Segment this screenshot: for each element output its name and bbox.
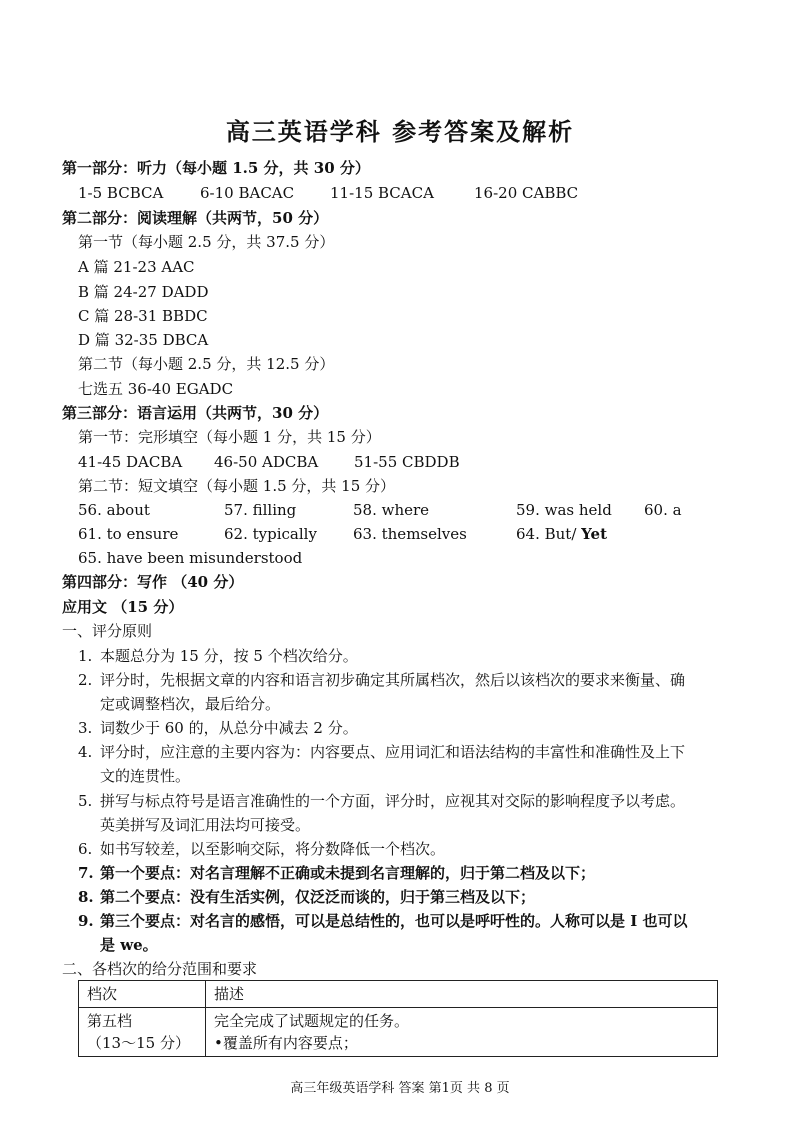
passage-a-answers: A 篇 21-23 AAC <box>78 258 195 276</box>
table-header-description: 描述 <box>206 981 718 1008</box>
rule-3 <box>78 717 358 739</box>
level-name: 第五档 <box>87 1012 133 1030</box>
part2-heading: 第二部分：阅读理解（共两节，50 分） <box>62 209 329 227</box>
part2-section2-heading: 第二节（每小题 2.5 分，共 12.5 分） <box>78 355 335 373</box>
page-title: 高三英语学科 参考答案及解析 <box>225 117 575 146</box>
rule-1 <box>78 645 358 667</box>
level-description-line-2: •覆盖所有内容要点； <box>214 1034 358 1052</box>
principles-heading: 一、评分原则 <box>62 622 153 640</box>
rule-text: 如书写较差，以至影响交际，将分数降低一个档次。 <box>100 840 446 858</box>
listening-answer-2: 6-10 BACAC <box>200 184 295 202</box>
listening-answer-3: 11-15 BCACA <box>330 184 434 202</box>
rule-7 <box>78 862 595 884</box>
rule-2 <box>78 669 685 691</box>
rule-text: 评分时，先根据文章的内容和语言初步确定其所属档次，然后以该档次的要求来衡量、确 <box>100 671 686 689</box>
table-cell-level <box>79 1008 206 1057</box>
fill-answer-64-main: 64. But/ <box>516 525 582 543</box>
part2-section1-heading: 第一节（每小题 2.5 分，共 37.5 分） <box>78 233 335 251</box>
fill-answer-62: 62. typically <box>224 525 317 543</box>
part3-heading: 第三部分：语言运用（共两节，30 分） <box>62 404 329 422</box>
table-header-level: 档次 <box>79 981 206 1008</box>
fill-answer-58: 58. where <box>353 501 430 519</box>
listening-answer-4: 16-20 CABBC <box>474 184 579 202</box>
rule-number: 8. <box>78 888 94 906</box>
fill-in-row-1 <box>78 499 778 521</box>
rule-text: 第一个要点：对名言理解不正确或未提到名言理解的，归于第二档及以下； <box>100 864 596 882</box>
rule-4-continued: 文的连贯性。 <box>100 767 191 785</box>
fill-answer-65: 65. have been misunderstood <box>78 549 303 567</box>
cloze-answer-1: 41-45 DACBA <box>78 453 183 471</box>
part4-heading: 第四部分：写作 （40 分） <box>62 573 244 591</box>
fill-answer-57: 57. filling <box>224 501 297 519</box>
fill-answer-59: 59. was held <box>516 501 612 519</box>
rule-text: 拼写与标点符号是语言准确性的一个方面，评分时，应视其对交际的影响程度予以考虑。 <box>100 792 686 810</box>
table-row <box>79 1008 718 1057</box>
rule-2-continued: 定或调整档次，最后给分。 <box>100 695 281 713</box>
rule-text: 词数少于 60 的，从总分中减去 2 分。 <box>100 719 358 737</box>
rule-9-continued: 是 we。 <box>100 936 158 954</box>
grading-table <box>78 980 718 1057</box>
rule-8 <box>78 886 535 908</box>
fill-answer-64 <box>516 523 607 545</box>
part1-heading: 第一部分：听力（每小题 1.5 分，共 30 分） <box>62 159 370 177</box>
level-score-range: （13～15 分） <box>87 1034 190 1052</box>
level-description-line-1: 完全完成了试题规定的任务。 <box>214 1012 410 1030</box>
fill-answer-64-alt: Yet <box>581 525 608 543</box>
practical-writing-heading: 应用文 （15 分） <box>62 598 184 616</box>
page-footer: 高三年级英语学科 答案 第1页 共 8 页 <box>290 1081 510 1096</box>
rule-number: 5. <box>78 792 93 810</box>
part3-section1-heading: 第一节：完形填空（每小题 1 分，共 15 分） <box>78 428 381 446</box>
listening-answer-1: 1-5 BCBCA <box>78 184 164 202</box>
rule-text: 本题总分为 15 分，按 5 个档次给分。 <box>100 647 358 665</box>
fill-answer-61: 61. to ensure <box>78 525 179 543</box>
rule-number: 4. <box>78 743 93 761</box>
passage-d-answers: D 篇 32-35 DBCA <box>78 331 209 349</box>
fill-in-row-2 <box>78 523 778 545</box>
seven-choose-five-answers: 七选五 36-40 EGADC <box>78 380 234 398</box>
rule-5 <box>78 790 685 812</box>
cloze-answers <box>78 451 778 473</box>
fill-answer-56: 56. about <box>78 501 150 519</box>
rule-text: 第三个要点：对名言的感悟，可以是总结性的，也可以是呼吁性的。人称可以是 I 也可以 <box>100 912 688 930</box>
rule-9 <box>78 910 687 932</box>
rule-number: 9. <box>78 912 94 930</box>
rule-5-continued: 英美拼写及词汇用法均可接受。 <box>100 816 311 834</box>
passage-b-answers: B 篇 24-27 DADD <box>78 283 209 301</box>
levels-heading: 二、各档次的给分范围和要求 <box>62 960 258 978</box>
rule-4 <box>78 741 685 763</box>
part3-section2-heading: 第二节：短文填空（每小题 1.5 分，共 15 分） <box>78 477 396 495</box>
rule-text: 评分时，应注意的主要内容为：内容要点、应用词汇和语法结构的丰富性和准确性及上下 <box>100 743 686 761</box>
rule-text: 第二个要点：没有生活实例，仅泛泛而谈的，归于第三档及以下； <box>100 888 536 906</box>
rule-number: 2. <box>78 671 93 689</box>
fill-answer-60: 60. a <box>644 501 682 519</box>
part1-answers <box>78 182 778 204</box>
cloze-answer-3: 51-55 CBDDB <box>354 453 460 471</box>
rule-number: 3. <box>78 719 93 737</box>
table-header-row <box>79 981 718 1008</box>
rule-number: 6. <box>78 840 93 858</box>
cloze-answer-2: 46-50 ADCBA <box>214 453 319 471</box>
rule-number: 7. <box>78 864 94 882</box>
rule-6 <box>78 838 445 860</box>
rule-number: 1. <box>78 647 93 665</box>
fill-answer-63: 63. themselves <box>353 525 467 543</box>
table-cell-description <box>206 1008 718 1057</box>
passage-c-answers: C 篇 28-31 BBDC <box>78 307 208 325</box>
